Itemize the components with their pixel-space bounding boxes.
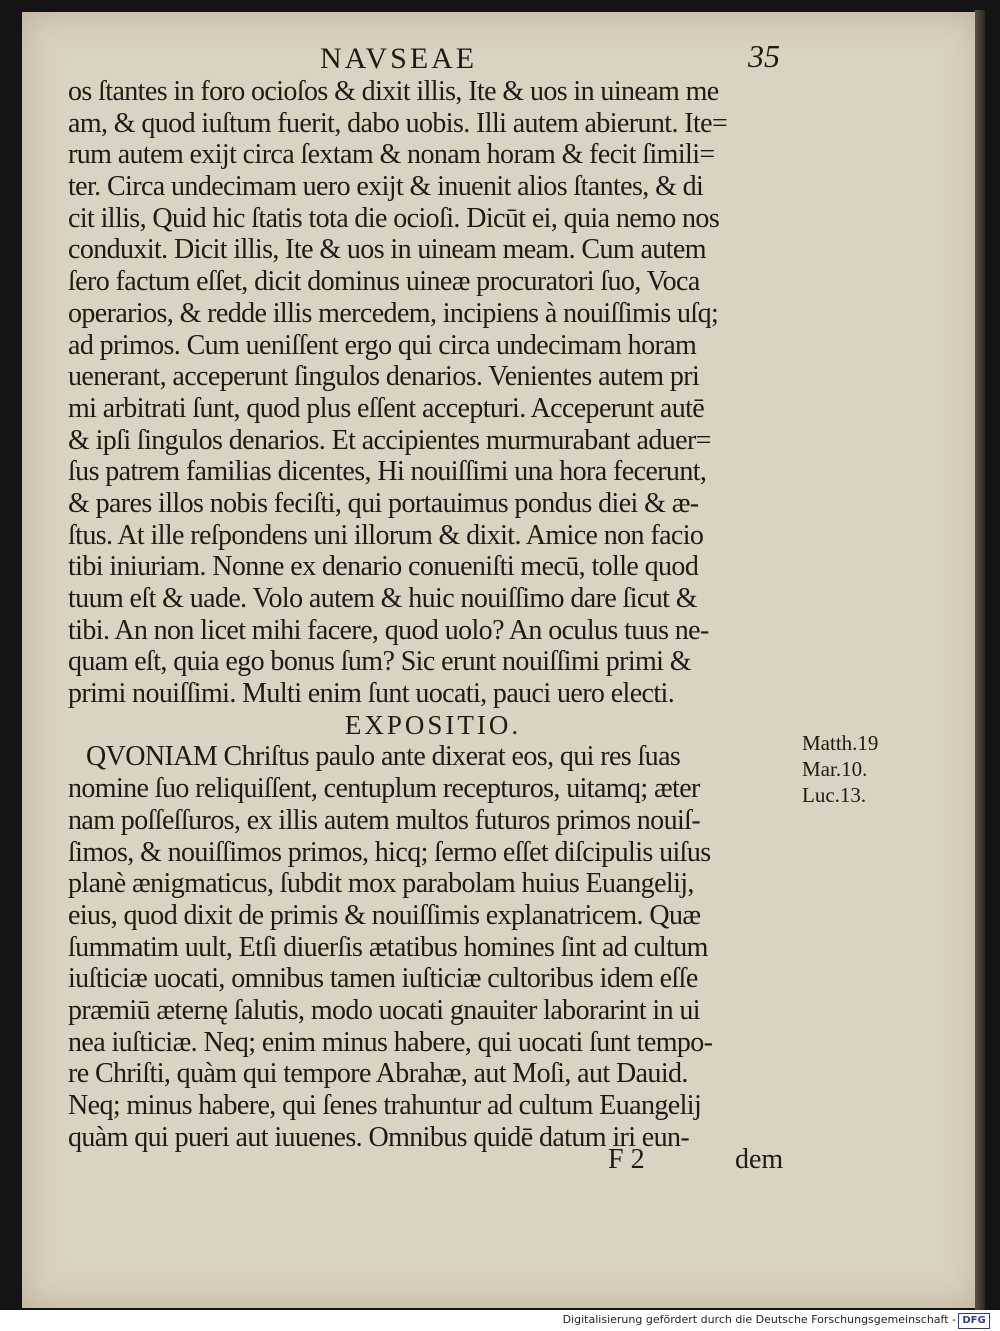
exposition-line: ſummatim uult, Etſi diuerſis ætatibus homines ſint ad cultum — [68, 931, 708, 963]
text-line: ter. Circa undecimam uero exijt & inuenit alios ſtantes, & di — [68, 171, 704, 203]
text-line: tibi iniuriam. Nonne ex denario conueniſti mecū, tolle quod — [68, 551, 699, 583]
exposition-line: nam poſſeſſuros, ex illis autem multos futuros primos nouiſ- — [68, 804, 701, 836]
text-line: am, & quod iuſtum fuerit, dabo uobis. Illi autem abierunt. Ite= — [68, 107, 728, 139]
exposition-line: QVONIAM Chriſtus paulo ante dixerat eos, qui res ſuas — [86, 741, 681, 773]
exposition-line: ſimos, & nouiſſimos primos, hicq; ſermo eſſet diſcipulis uiſus — [68, 836, 711, 868]
marginal-reference: Luc.13. — [802, 783, 867, 807]
exposition-line: Neq; minus habere, qui ſenes trahuntur ad cultum Euangelij — [68, 1090, 702, 1121]
exposition-line: præmiū æternę ſalutis, modo uocati gnauiter laborarint in ui — [68, 994, 700, 1026]
exposition-line: quàm qui pueri aut iuuenes. Omnibus quidē datum iri eun- — [68, 1121, 690, 1153]
exposition-line: nomine ſuo reliquiſſent, centuplum recepturos, uitamq; æter — [68, 773, 700, 805]
text-line: rum autem exijt circa ſextam & nonam horam & fecit ſimili= — [68, 139, 715, 171]
page-number: 35 — [748, 38, 780, 74]
signature-mark: F 2 — [608, 1144, 645, 1175]
page-edge — [975, 10, 985, 1310]
text-line: tibi. An non licet mihi facere, quod uolo? An oculus tuus ne- — [68, 614, 709, 646]
dfg-logo: DFG — [958, 1313, 990, 1329]
text-line: ſus patrem familias dicentes, Hi nouiſſimi una hora fecerunt, — [68, 456, 707, 488]
marginal-reference: Matth.19 — [802, 731, 879, 755]
exposition-line: re Chriſti, quàm qui tempore Abrahæ, aut Moſi, aut Dauid. — [68, 1058, 688, 1090]
text-line: & pares illos nobis feciſti, qui portauimus pondus diei & æ- — [68, 487, 699, 519]
text-line: cit illis, Quid hic ſtatis tota die ocioſi. Dicūt ei, quia nemo nos — [68, 202, 720, 234]
text-line: & ipſi ſingulos denarios. Et accipientes murmurabant aduer= — [68, 424, 711, 456]
text-line: ſtus. At ille reſpondens uni illorum & dixit. Amice non facio — [68, 519, 704, 551]
text-line: ad primos. Cum ueniſſent ergo qui circa undecimam horam — [68, 329, 697, 361]
exposition-line: nea iuſticiæ. Neq; enim minus habere, qui uocati ſunt tempo- — [68, 1026, 713, 1058]
text-line: tuum eſt & uade. Volo autem & huic nouiſſimo dare ſicut & — [68, 583, 697, 614]
footer-bar — [0, 1310, 1000, 1331]
text-line: ſero factum eſſet, dicit dominus uineæ procuratori ſuo, Voca — [68, 266, 700, 298]
section-heading: EXPOSITIO. — [344, 709, 522, 740]
running-head: NAVSEAE — [320, 42, 478, 75]
text-line: primi nouiſſimi. Multi enim ſunt uocati, pauci uero electi. — [68, 678, 675, 710]
exposition-line: eius, quod dixit de primis & nouiſſimis explanatricem. Quæ — [68, 899, 701, 931]
exposition-line: iuſticiæ uocati, omnibus tamen iuſticiæ cultoribus idem eſſe — [68, 963, 698, 995]
text-block — [68, 76, 798, 1153]
text-line: conduxit. Dicit illis, Ite & uos in uineam meam. Cum autem — [68, 234, 706, 266]
text-line: quam eſt, quia ego bonus ſum? Sic erunt nouiſſimi primi & — [68, 646, 691, 678]
funding-credit: Digitalisierung gefördert durch die Deutsche Forschungsgemeinschaft - — [562, 1313, 956, 1326]
catchword: dem — [735, 1144, 784, 1175]
exposition-line: planè ænigmaticus, ſubdit mox parabolam huius Euangelij, — [68, 868, 694, 900]
marginal-references — [802, 730, 912, 808]
text-line: uenerant, acceperunt ſingulos denarios. Venientes autem pri — [68, 361, 700, 393]
marginal-reference: Mar.10. — [802, 757, 868, 781]
text-line: os ſtantes in foro ocioſos & dixit illis, Ite & uos in uineam me — [68, 76, 719, 107]
text-line: operarios, & redde illis mercedem, incipiens à nouiſſimis uſq; — [68, 297, 719, 329]
text-line: mi arbitrati ſunt, quod plus eſſent accepturi. Acceperunt autē — [68, 392, 705, 424]
